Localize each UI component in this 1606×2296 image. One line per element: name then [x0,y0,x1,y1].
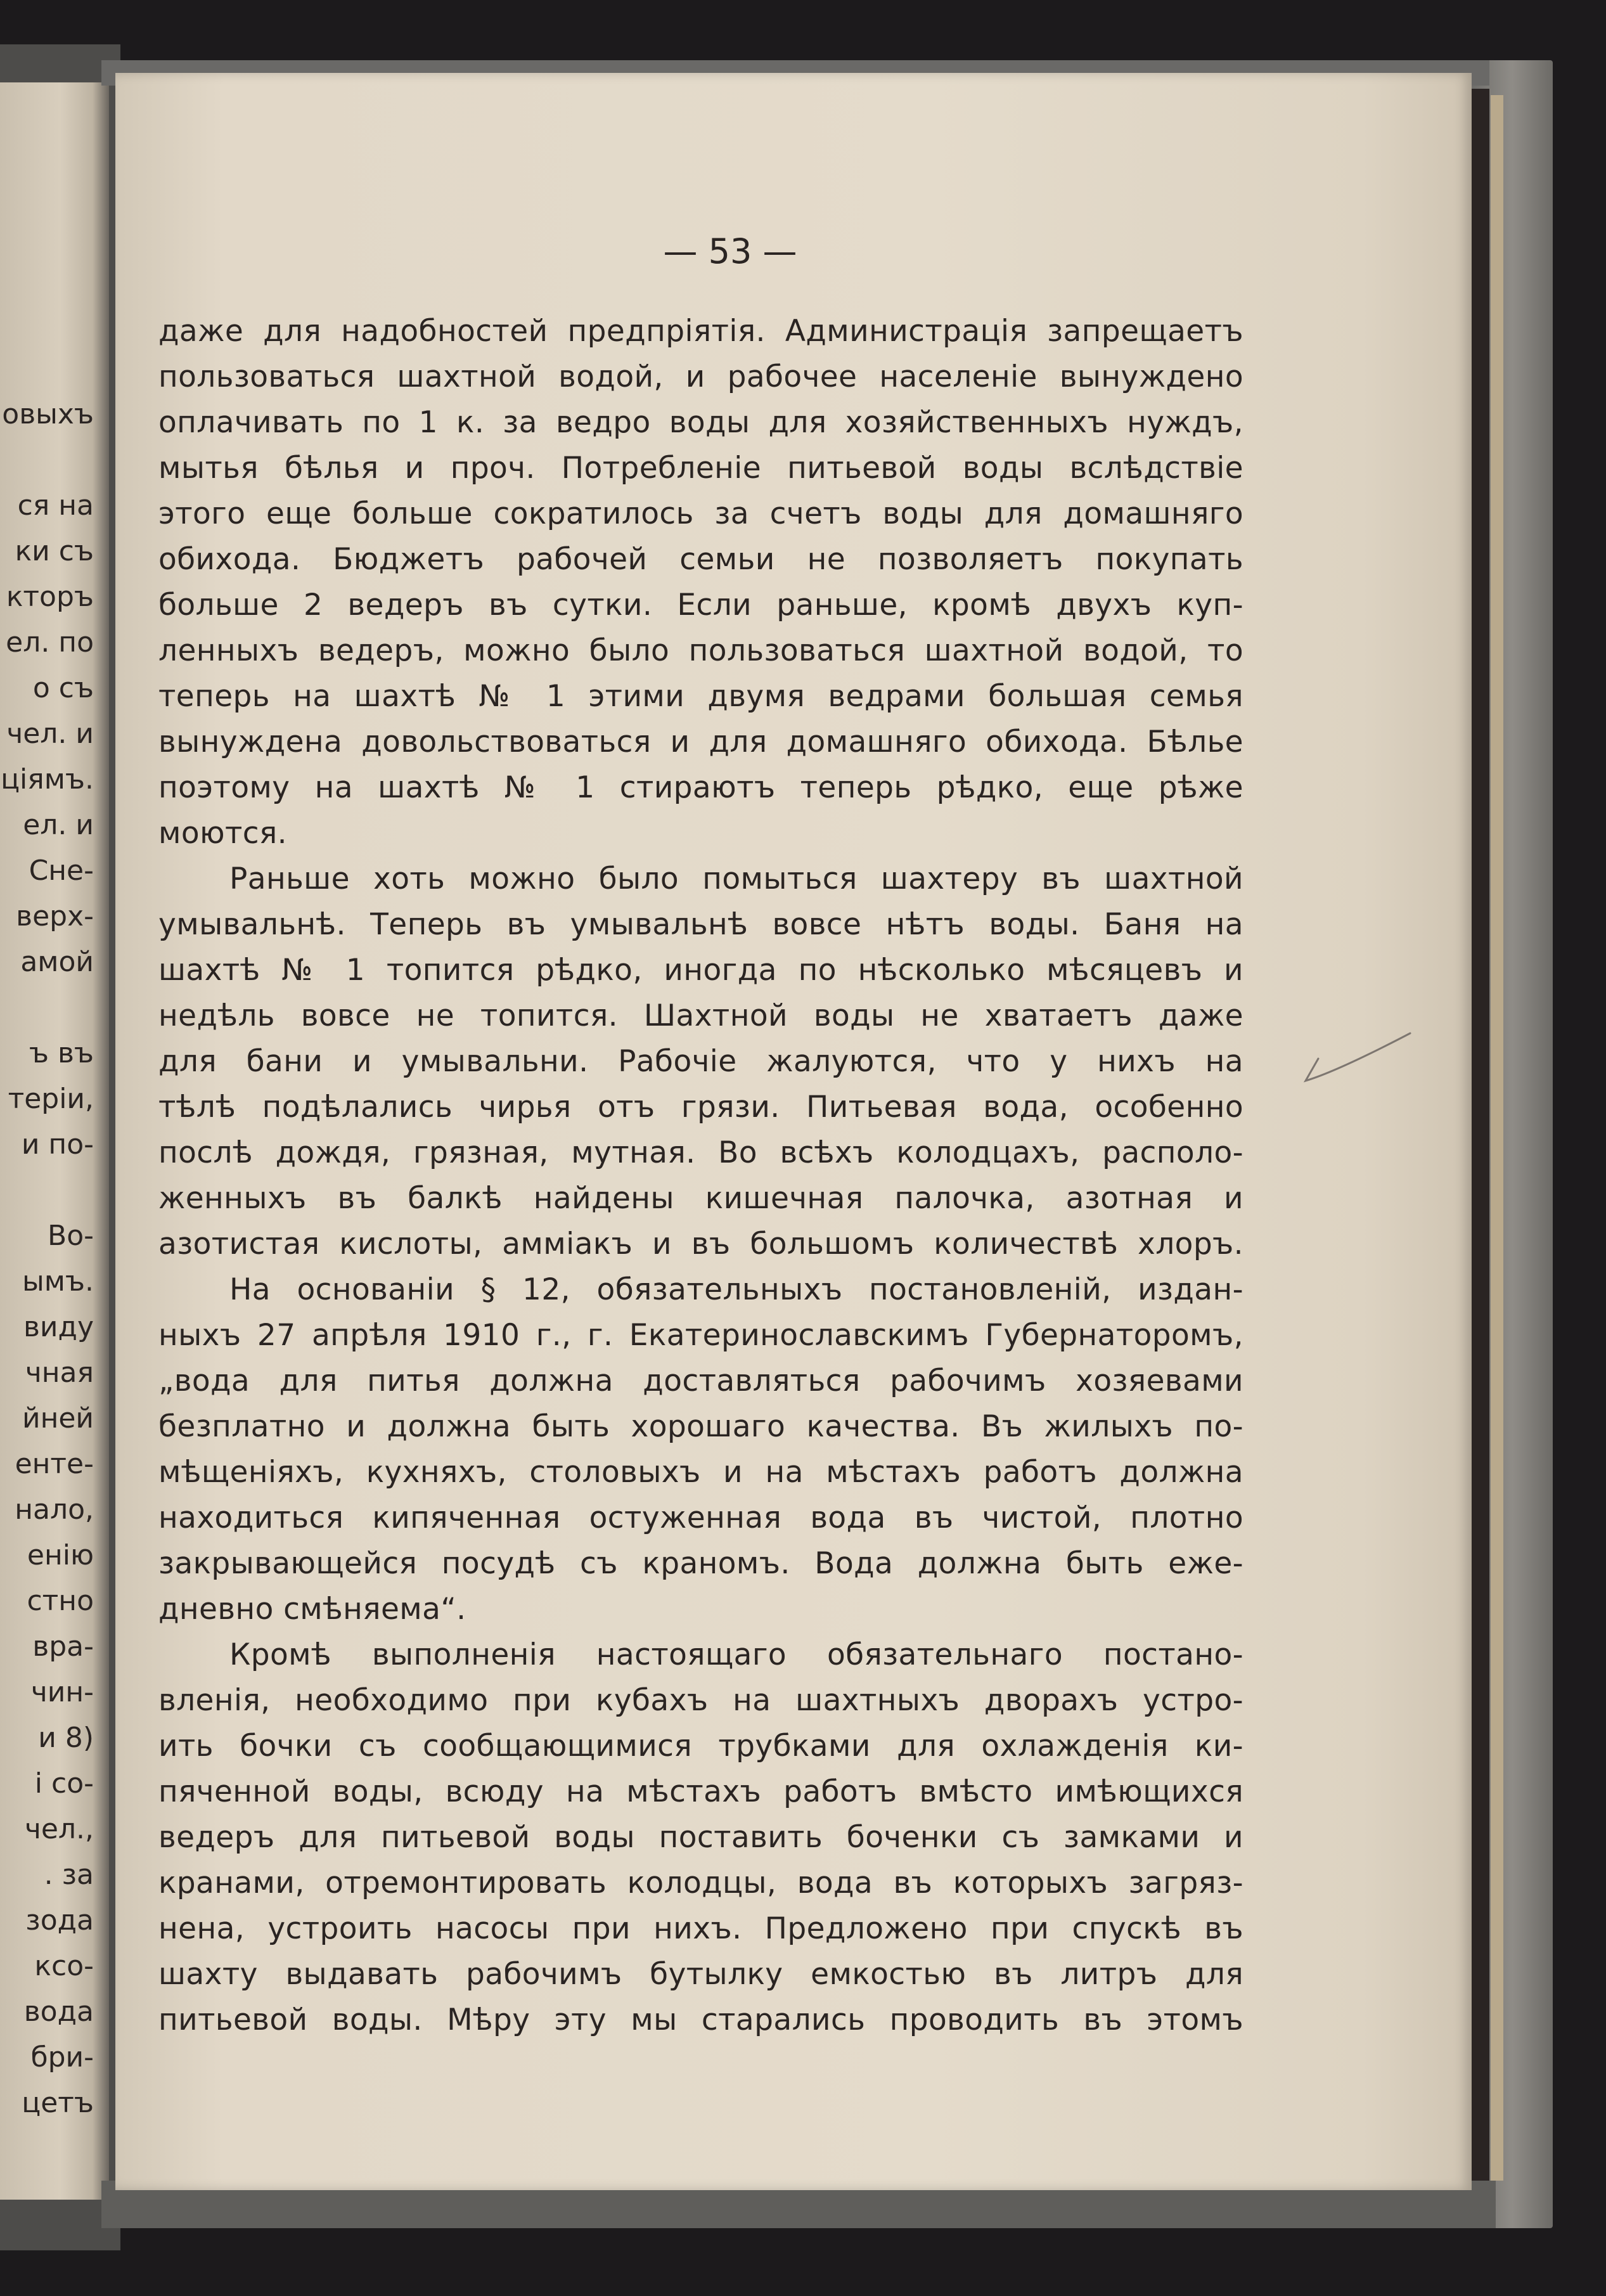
text-line: ведеръ для питьевой воды поставить боченки съ замками и [158,1820,1243,1855]
left-page-line: ксо- [34,1950,94,1982]
text-line: дневно смѣняема“. [158,1592,466,1627]
text-line: мѣщеніяхъ, кухняхъ, столовыхъ и на мѣстахъ работъ должна [158,1455,1243,1490]
left-page-line: чная [25,1357,94,1389]
left-page-line: о съ [32,672,94,704]
text-line: пяченной воды, всюду на мѣстахъ работъ вмѣсто имѣющихся [158,1774,1243,1809]
book-spine-strip [1469,89,1489,2187]
text-line: находиться кипяченная остуженная вода въ чистой, плотно [158,1500,1243,1535]
left-page-line: вода [23,1996,94,2028]
book-page [115,73,1472,2190]
left-page-line: стно [27,1585,94,1617]
text-line: мытья бѣлья и проч. Потребленіе питьевой воды вслѣдствіе [158,451,1243,486]
left-page-line: чел., [24,1813,94,1845]
left-page-line: і со- [34,1767,94,1800]
left-page-line [0,1168,94,1213]
left-page-line: зода [25,1904,94,1937]
text-line: „вода для питья должна доставляться рабочимъ хозяевами [158,1364,1243,1398]
left-page-line: амой [20,946,94,978]
left-page-line: ціямъ. [1,763,94,796]
left-page-line [0,985,94,1031]
left-page-line: верх- [16,900,94,932]
text-line: обихода. Бюджетъ рабочей семьи не позволяетъ покупать [158,542,1243,577]
text-line: этого еще больше сократилось за счетъ воды для домашняго [158,496,1243,531]
left-page-line: йней [22,1402,94,1435]
text-line: ныхъ 27 апрѣля 1910 г., г. Екатеринославскимъ Губернаторомъ, [158,1318,1243,1353]
left-page-line: и по- [21,1128,94,1161]
left-page-line: ел. и [23,809,94,841]
left-page-line: виду [23,1311,94,1343]
text-line: ить бочки съ сообщающимися трубками для охлажденія ки- [158,1729,1243,1764]
text-line: Раньше хоть можно было помыться шахтеру въ шахтной [229,861,1243,896]
left-page-line: ся на [17,489,94,522]
text-line: теперь на шахтѣ № 1 этими двумя ведрами большая семья [158,679,1243,714]
text-line: шахту выдавать рабочимъ бутылку емкостью въ литръ для [158,1957,1243,1992]
left-page-line: енте- [15,1448,94,1480]
text-line: оплачивать по 1 к. за ведро воды для хозяйственныхъ нуждъ, [158,405,1243,440]
text-line: для бани и умывальни. Рабочіе жалуются, что у нихъ на [158,1044,1243,1079]
left-page-line: бри- [30,2041,94,2073]
text-line: ленныхъ ведеръ, можно было пользоваться шахтной водой, то [158,633,1243,668]
text-line: пользоваться шахтной водой, и рабочее населеніе вынуждено [158,359,1243,394]
text-line: закрывающейся посудѣ съ краномъ. Вода должна быть еже- [158,1546,1243,1581]
left-page-line: ъ въ [29,1037,94,1069]
left-page [0,82,109,2200]
text-line: Кромѣ выполненія настоящаго обязательнаго постано- [229,1637,1243,1672]
text-line: больше 2 ведеръ въ сутки. Если раньше, кромѣ двухъ куп- [158,588,1243,622]
text-line: нена, устроить насосы при нихъ. Предложено при спускѣ въ [158,1911,1243,1946]
text-line: поэтому на шахтѣ № 1 стираютъ теперь рѣдко, еще рѣже [158,770,1243,805]
page-edges [1491,95,1503,2181]
left-page-line: теріи, [8,1083,94,1115]
pencil-checkmark-icon [1299,1021,1413,1090]
left-page-line: Сне- [29,855,94,887]
text-line: вленія, необходимо при кубахъ на шахтныхъ дворахъ устро- [158,1683,1243,1718]
page-body-text [158,309,1243,2043]
text-line: послѣ дождя, грязная, мутная. Во всѣхъ колодцахъ, располо- [158,1135,1243,1170]
left-page-line: чин- [30,1676,94,1708]
left-page-line: ымъ. [22,1265,94,1298]
text-line: кранами, отремонтировать колодцы, вода въ которыхъ загряз- [158,1866,1243,1900]
text-line: моются. [158,816,288,851]
left-page-line: Во- [48,1220,94,1252]
text-line: даже для надобностей предпріятія. Администрація запрещаетъ [158,314,1243,349]
text-line: шахтѣ № 1 топится рѣдко, иногда по нѣсколько мѣсяцевъ и [158,953,1243,988]
text-line: питьевой воды. Мѣру эту мы старались проводить въ этомъ [158,2003,1243,2037]
left-page-line: цетъ [22,2087,94,2119]
left-page-line [0,437,94,483]
text-line: безплатно и должна быть хорошаго качества. Въ жилыхъ по- [158,1409,1243,1444]
text-line: умывальнѣ. Теперь въ умывальнѣ вовсе нѣтъ воды. Баня на [158,907,1243,942]
left-page-line: енію [27,1539,94,1571]
text-line: азотистая кислоты, аммiакъ и въ большомъ количествѣ хлоръ. [158,1227,1243,1261]
left-page-line: ки съ [15,535,94,567]
left-page-line: ел. по [6,626,94,659]
left-page-text [0,392,94,2126]
text-line: недѣль вовсе не топится. Шахтной воды не хватаетъ даже [158,998,1243,1033]
text-line: женныхъ въ балкѣ найдены кишечная палочка, азотная и [158,1181,1243,1216]
text-line: тѣлѣ подѣлались чирья отъ грязи. Питьевая вода, особенно [158,1090,1243,1125]
left-page-line: чел. и [6,718,94,750]
text-line: На основаніи § 12, обязательныхъ постановленій, издан- [229,1272,1243,1307]
text-line: вынуждена довольствоваться и для домашняго обихода. Бѣлье [158,725,1243,759]
left-page-line: . за [44,1859,94,1891]
left-page-line: и 8) [38,1722,94,1754]
left-page-line: овыхъ [2,398,94,430]
left-page-line: вра- [32,1630,94,1663]
page-number: — 53 — [663,231,797,271]
left-page-line: кторъ [6,581,94,613]
left-page-line: нало, [15,1493,94,1526]
